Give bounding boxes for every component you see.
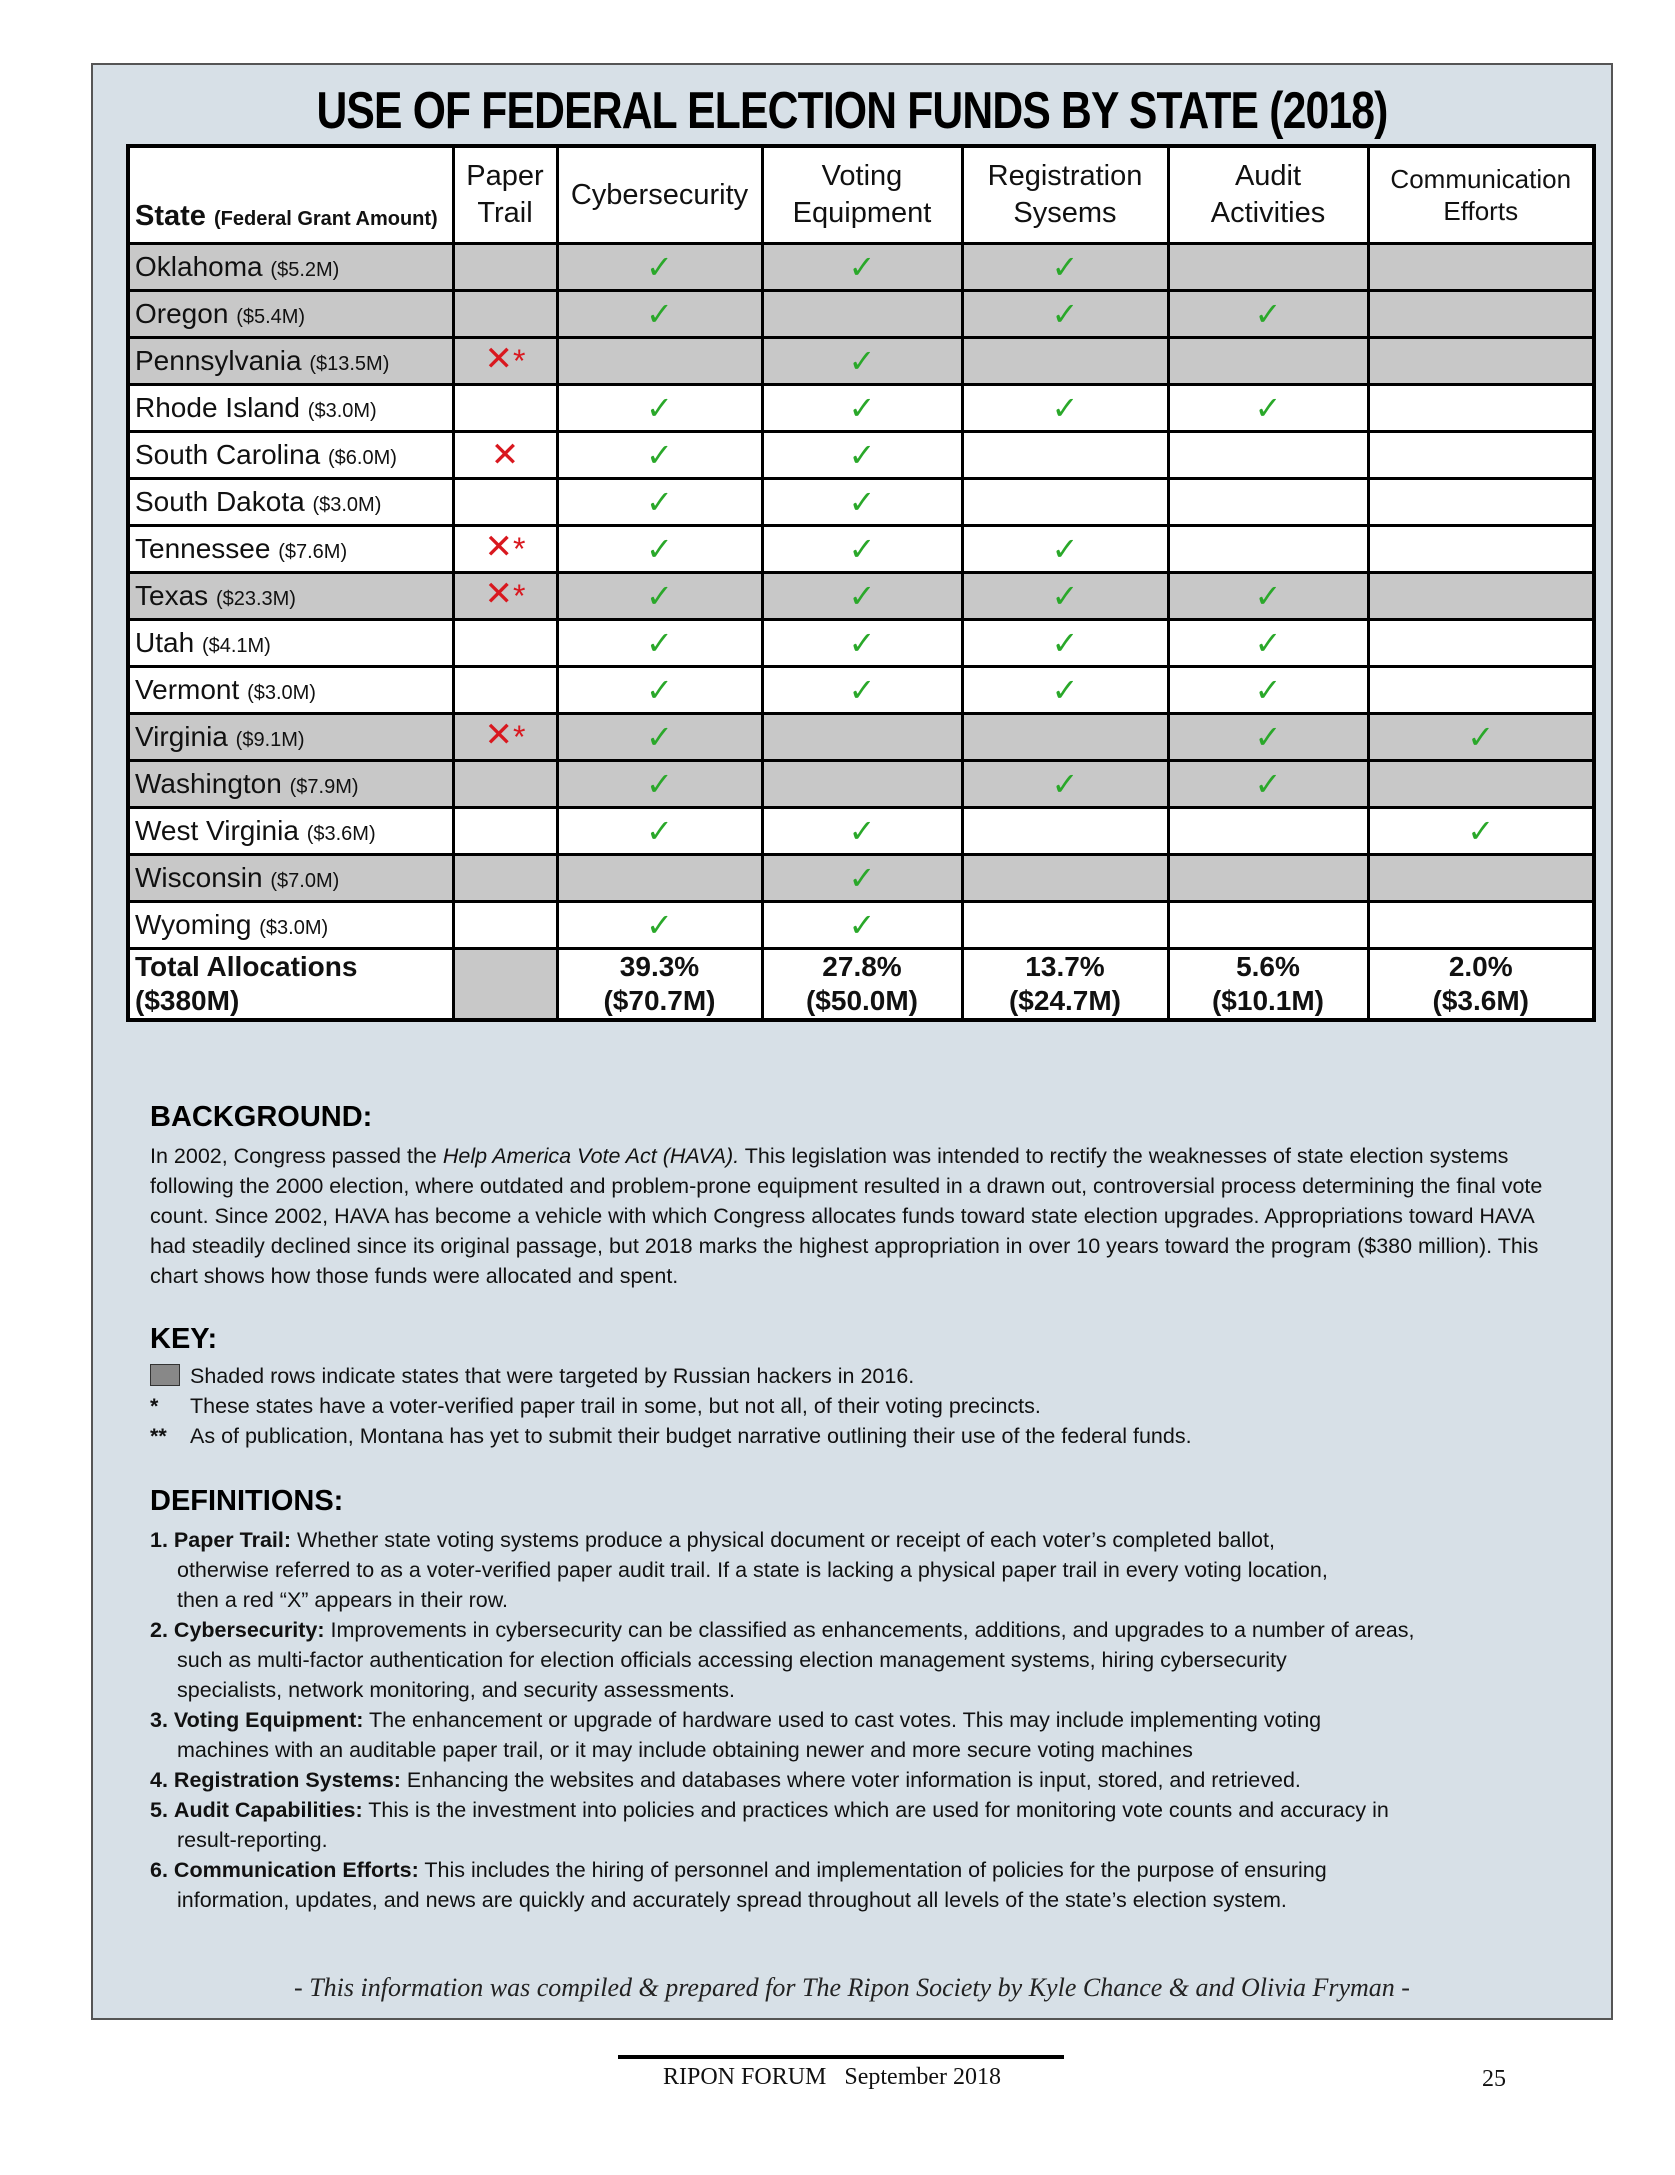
audit-cell <box>1168 902 1368 949</box>
red-x-icon: ✕ <box>490 435 520 475</box>
total-row <box>128 949 1594 1021</box>
checkmark-icon: ✓ <box>646 718 673 756</box>
voting-cell <box>762 761 962 808</box>
cyber-cell <box>557 291 762 338</box>
background-heading: BACKGROUND: <box>150 1101 373 1133</box>
key-star-text: These states have a voter-verified paper trail in some, but not all, of their voting precincts. <box>190 1394 1041 1418</box>
registration-cell <box>962 714 1168 761</box>
checkmark-icon: ✓ <box>848 483 876 521</box>
state-cell <box>128 714 453 761</box>
checkmark-icon: ✓ <box>848 624 876 662</box>
checkmark-icon: ✓ <box>848 906 876 944</box>
registration-cell <box>962 385 1168 432</box>
communication-cell <box>1368 573 1594 620</box>
checkmark-icon: ✓ <box>646 577 673 615</box>
total-communication-cell <box>1368 949 1594 1021</box>
red-x-icon: ✕ <box>484 714 514 755</box>
communication-cell <box>1368 620 1594 667</box>
table-row <box>128 573 1594 620</box>
definition-term: Communication Efforts: <box>173 1858 419 1882</box>
paper-trail-cell <box>453 338 557 385</box>
checkmark-icon: ✓ <box>848 530 876 568</box>
paper-trail-cell <box>453 761 557 808</box>
communication-cell <box>1368 291 1594 338</box>
state-cell <box>128 902 453 949</box>
red-x-icon: ✕ <box>484 526 514 567</box>
definition-number: 4. <box>150 1768 168 1792</box>
table-row <box>128 291 1594 338</box>
header-audit-l2: Activities <box>1210 197 1326 229</box>
state-amount: ($5.4M) <box>236 306 306 328</box>
checkmark-icon: ✓ <box>848 248 876 286</box>
voting-cell <box>762 714 962 761</box>
state-name: Utah <box>135 627 195 658</box>
total-audit-amt: ($10.1M) <box>1211 985 1325 1016</box>
paper-trail-cell <box>453 573 557 620</box>
state-cell <box>128 244 453 291</box>
footer-issue: September 2018 <box>844 2064 1002 2090</box>
total-communication-pct: 2.0% <box>1448 951 1513 982</box>
voting-cell <box>762 432 962 479</box>
checkmark-icon: ✓ <box>646 436 673 474</box>
definition-term: Cybersecurity: <box>173 1618 325 1642</box>
checkmark-icon: ✓ <box>1051 530 1079 568</box>
state-cell <box>128 808 453 855</box>
audit-cell <box>1168 432 1368 479</box>
checkmark-icon: ✓ <box>1051 248 1079 286</box>
communication-cell <box>1368 479 1594 526</box>
background-paragraph <box>150 1141 1560 1291</box>
total-audit-pct: 5.6% <box>1236 951 1300 982</box>
definition-continuation: machines with an auditable paper trail, or it may include obtaining newer and more secure voting machines <box>177 1738 1193 1762</box>
checkmark-icon: ✓ <box>646 671 673 709</box>
communication-cell <box>1368 714 1594 761</box>
voting-cell <box>762 526 962 573</box>
table-header-row <box>128 146 1594 244</box>
paper-trail-cell <box>453 620 557 667</box>
definitions-list <box>150 1525 1570 1915</box>
total-voting-cell <box>762 949 962 1021</box>
header-state-sub: (Federal Grant Amount) <box>213 208 438 230</box>
state-cell <box>128 761 453 808</box>
checkmark-icon: ✓ <box>1051 671 1079 709</box>
header-communication <box>1368 146 1594 244</box>
audit-cell <box>1168 291 1368 338</box>
state-cell <box>128 573 453 620</box>
header-paper-trail-l2: Trail <box>477 197 533 229</box>
registration-cell <box>962 620 1168 667</box>
header-voting-l2: Equipment <box>792 197 932 229</box>
cyber-cell <box>557 479 762 526</box>
state-cell <box>128 667 453 714</box>
definition-text: This is the investment into policies and practices which are used for monitoring vote counts and accuracy in <box>362 1798 1389 1822</box>
state-name: South Carolina <box>135 439 321 470</box>
footer-publication <box>663 2064 1001 2091</box>
header-registration-l2: Sysems <box>1013 197 1117 229</box>
header-state <box>128 146 453 244</box>
registration-cell <box>962 432 1168 479</box>
checkmark-icon: ✓ <box>1254 624 1282 662</box>
state-name: Tennessee <box>135 533 271 564</box>
checkmark-icon: ✓ <box>646 765 673 803</box>
definition-text: Improvements in cybersecurity can be classified as enhancements, additions, and upgrades to a number of areas, <box>324 1618 1415 1642</box>
state-name: West Virginia <box>135 815 299 846</box>
communication-cell <box>1368 667 1594 714</box>
voting-cell <box>762 385 962 432</box>
paper-trail-cell <box>453 385 557 432</box>
state-amount: ($3.0M) <box>259 917 329 939</box>
communication-cell <box>1368 761 1594 808</box>
checkmark-icon: ✓ <box>1254 671 1282 709</box>
checkmark-icon: ✓ <box>646 295 673 333</box>
voting-cell <box>762 902 962 949</box>
table-body <box>128 244 1594 949</box>
total-label: Total Allocations <box>135 951 358 982</box>
checkmark-icon: ✓ <box>646 530 673 568</box>
audit-cell <box>1168 244 1368 291</box>
footer-publication-name: RIPON FORUM <box>663 2064 827 2090</box>
audit-cell <box>1168 620 1368 667</box>
total-cyber-amt: ($70.7M) <box>603 985 716 1016</box>
voting-cell <box>762 620 962 667</box>
checkmark-icon: ✓ <box>1254 389 1282 427</box>
audit-cell <box>1168 855 1368 902</box>
definition-text: The enhancement or upgrade of hardware used to cast votes. This may include implementing voting <box>363 1708 1322 1732</box>
checkmark-icon: ✓ <box>646 483 673 521</box>
audit-cell <box>1168 808 1368 855</box>
definition-continuation: specialists, network monitoring, and security assessments. <box>177 1678 736 1702</box>
asterisk-mark: * <box>513 342 526 379</box>
definition-continuation: then a red “X” appears in their row. <box>177 1588 509 1612</box>
content-panel <box>91 63 1613 2020</box>
red-x-icon: ✕ <box>484 338 514 379</box>
checkmark-icon: ✓ <box>1051 765 1079 803</box>
cyber-cell <box>557 667 762 714</box>
voting-cell <box>762 667 962 714</box>
total-voting-amt: ($50.0M) <box>805 985 919 1016</box>
state-name: Vermont <box>135 674 240 705</box>
table-row <box>128 620 1594 667</box>
definition-item <box>150 1855 1570 1915</box>
state-cell <box>128 291 453 338</box>
cyber-cell <box>557 902 762 949</box>
state-name: South Dakota <box>135 486 305 517</box>
definition-continuation: such as multi-factor authentication for election officials accessing election management systems, hiring cybersecurity <box>177 1648 1287 1672</box>
checkmark-icon: ✓ <box>848 859 876 897</box>
voting-cell <box>762 808 962 855</box>
state-amount: ($7.0M) <box>270 870 340 892</box>
total-audit-cell <box>1168 949 1368 1021</box>
definition-number: 1. <box>150 1528 168 1552</box>
checkmark-icon: ✓ <box>1467 812 1495 850</box>
registration-cell <box>962 291 1168 338</box>
audit-cell <box>1168 385 1368 432</box>
definitions-heading: DEFINITIONS: <box>150 1485 344 1517</box>
communication-cell <box>1368 902 1594 949</box>
state-amount: ($3.0M) <box>247 682 316 704</box>
state-name: Wisconsin <box>135 862 263 893</box>
credit-line: - This information was compiled & prepared for The Ripon Society by Kyle Chance & and Olivia Fryman - <box>294 1973 1410 2002</box>
registration-cell <box>962 855 1168 902</box>
header-state-label: State <box>135 200 206 232</box>
checkmark-icon: ✓ <box>646 248 673 286</box>
state-cell <box>128 479 453 526</box>
state-amount: ($23.3M) <box>215 588 296 610</box>
state-amount: ($9.1M) <box>235 729 305 751</box>
page-title: USE OF FEDERAL ELECTION FUNDS BY STATE (2018) <box>316 82 1388 140</box>
table-row <box>128 244 1594 291</box>
definition-item <box>150 1795 1570 1855</box>
state-amount: ($3.6M) <box>306 823 376 845</box>
total-cyber-pct: 39.3% <box>619 951 700 982</box>
audit-cell <box>1168 479 1368 526</box>
registration-cell <box>962 244 1168 291</box>
paper-trail-cell <box>453 291 557 338</box>
checkmark-icon: ✓ <box>848 436 876 474</box>
header-paper-trail-l1: Paper <box>466 160 544 192</box>
checkmark-icon: ✓ <box>1254 718 1282 756</box>
checkmark-icon: ✓ <box>848 671 876 709</box>
cyber-cell <box>557 573 762 620</box>
header-audit <box>1168 146 1368 244</box>
voting-cell <box>762 338 962 385</box>
definition-term: Registration Systems: <box>173 1768 401 1792</box>
state-cell <box>128 526 453 573</box>
background-text-before: In 2002, Congress passed the <box>150 1144 443 1168</box>
total-paper-cell <box>453 949 557 1021</box>
audit-cell <box>1168 761 1368 808</box>
state-cell <box>128 385 453 432</box>
checkmark-icon: ✓ <box>646 389 673 427</box>
state-amount: ($6.0M) <box>328 447 397 469</box>
checkmark-icon: ✓ <box>1051 389 1079 427</box>
communication-cell <box>1368 526 1594 573</box>
paper-trail-cell <box>453 432 557 479</box>
cyber-cell <box>557 855 762 902</box>
key-double-star-symbol: ** <box>150 1424 167 1448</box>
checkmark-icon: ✓ <box>1254 577 1282 615</box>
cyber-cell <box>557 808 762 855</box>
paper-trail-cell <box>453 667 557 714</box>
state-name: Oklahoma <box>135 251 263 282</box>
total-label-amount: ($380M) <box>135 985 240 1016</box>
total-registration-cell <box>962 949 1168 1021</box>
checkmark-icon: ✓ <box>646 906 673 944</box>
definition-continuation: result-reporting. <box>177 1828 328 1852</box>
state-amount: ($3.0M) <box>307 400 377 422</box>
definition-text: This includes the hiring of personnel and implementation of policies for the purpose of ensuring <box>418 1858 1327 1882</box>
definition-term: Paper Trail: <box>173 1528 292 1552</box>
paper-trail-cell <box>453 526 557 573</box>
definition-number: 2. <box>150 1618 168 1642</box>
checkmark-icon: ✓ <box>646 812 673 850</box>
paper-trail-cell <box>453 244 557 291</box>
key-heading: KEY: <box>150 1323 218 1355</box>
paper-trail-cell <box>453 855 557 902</box>
registration-cell <box>962 573 1168 620</box>
cyber-cell <box>557 244 762 291</box>
asterisk-mark: * <box>513 577 526 614</box>
table-row <box>128 714 1594 761</box>
table-row <box>128 902 1594 949</box>
checkmark-icon: ✓ <box>1051 295 1079 333</box>
communication-cell <box>1368 432 1594 479</box>
state-name: Oregon <box>135 298 229 329</box>
paper-trail-cell <box>453 479 557 526</box>
key-star-symbol: * <box>150 1394 159 1418</box>
checkmark-icon: ✓ <box>848 577 876 615</box>
registration-cell <box>962 338 1168 385</box>
cyber-cell <box>557 620 762 667</box>
definition-number: 5. <box>150 1798 168 1822</box>
voting-cell <box>762 573 962 620</box>
state-name: Rhode Island <box>135 392 301 423</box>
cyber-cell <box>557 338 762 385</box>
table-row <box>128 808 1594 855</box>
registration-cell <box>962 808 1168 855</box>
audit-cell <box>1168 573 1368 620</box>
definition-number: 3. <box>150 1708 168 1732</box>
table-row <box>128 667 1594 714</box>
footer-rule <box>618 2055 1064 2059</box>
cyber-cell <box>557 761 762 808</box>
definition-text: Whether state voting systems produce a physical document or receipt of each voter’s completed ballot, <box>291 1528 1275 1552</box>
communication-cell <box>1368 808 1594 855</box>
voting-cell <box>762 291 962 338</box>
registration-cell <box>962 667 1168 714</box>
total-cyber-cell <box>557 949 762 1021</box>
checkmark-icon: ✓ <box>848 389 876 427</box>
checkmark-icon: ✓ <box>1051 577 1079 615</box>
state-name: Texas <box>135 580 209 611</box>
shaded-swatch-icon <box>150 1364 180 1386</box>
total-registration-amt: ($24.7M) <box>1008 985 1122 1016</box>
audit-cell <box>1168 338 1368 385</box>
total-voting-pct: 27.8% <box>822 951 902 982</box>
funds-table <box>126 144 1596 1022</box>
checkmark-icon: ✓ <box>1254 765 1282 803</box>
header-communication-l1: Communication <box>1390 164 1572 194</box>
audit-cell <box>1168 667 1368 714</box>
state-name: Wyoming <box>135 909 252 940</box>
key-star <box>150 1391 1041 1421</box>
state-amount: ($7.6M) <box>278 541 348 563</box>
header-voting-l1: Voting <box>821 160 903 192</box>
state-amount: ($7.9M) <box>289 776 359 798</box>
definition-continuation: otherwise referred to as a voter-verified paper audit trail. If a state is lacking a physical paper trail in every voting location, <box>177 1558 1328 1582</box>
state-cell <box>128 432 453 479</box>
page-number: 25 <box>1482 2066 1506 2092</box>
table-row <box>128 526 1594 573</box>
voting-cell <box>762 244 962 291</box>
header-registration <box>962 146 1168 244</box>
registration-cell <box>962 761 1168 808</box>
asterisk-mark: * <box>513 718 526 755</box>
definition-item <box>150 1615 1570 1705</box>
key-double-star-text: As of publication, Montana has yet to submit their budget narrative outlining their use of the federal funds. <box>190 1424 1192 1448</box>
state-name: Pennsylvania <box>135 345 302 376</box>
audit-cell <box>1168 714 1368 761</box>
definition-number: 6. <box>150 1858 168 1882</box>
state-amount: ($4.1M) <box>201 635 271 657</box>
header-registration-l1: Registration <box>987 160 1143 192</box>
definition-item <box>150 1525 1570 1615</box>
table-row <box>128 479 1594 526</box>
definition-continuation: information, updates, and news are quickly and accurately spread throughout all levels of the state’s election system. <box>177 1888 1287 1912</box>
checkmark-icon: ✓ <box>1254 295 1282 333</box>
checkmark-icon: ✓ <box>646 624 673 662</box>
state-cell <box>128 338 453 385</box>
paper-trail-cell <box>453 808 557 855</box>
state-amount: ($13.5M) <box>309 353 390 375</box>
state-name: Washington <box>135 768 282 799</box>
table-row <box>128 761 1594 808</box>
checkmark-icon: ✓ <box>1051 624 1079 662</box>
registration-cell <box>962 902 1168 949</box>
table-row <box>128 432 1594 479</box>
header-communication-l2: Efforts <box>1443 196 1519 226</box>
state-cell <box>128 620 453 667</box>
communication-cell <box>1368 855 1594 902</box>
table-row <box>128 338 1594 385</box>
state-amount: ($5.2M) <box>270 259 340 281</box>
key-shaded-text: Shaded rows indicate states that were targeted by Russian hackers in 2016. <box>190 1364 915 1388</box>
cyber-cell <box>557 432 762 479</box>
header-voting-equipment <box>762 146 962 244</box>
voting-cell <box>762 479 962 526</box>
definition-term: Audit Capabilities: <box>173 1798 363 1822</box>
audit-cell <box>1168 526 1368 573</box>
definition-item <box>150 1765 1570 1795</box>
total-registration-pct: 13.7% <box>1025 951 1105 982</box>
key-shaded <box>150 1361 914 1391</box>
paper-trail-cell <box>453 714 557 761</box>
communication-cell <box>1368 385 1594 432</box>
table-row <box>128 855 1594 902</box>
cyber-cell <box>557 526 762 573</box>
checkmark-icon: ✓ <box>848 342 876 380</box>
paper-trail-cell <box>453 902 557 949</box>
communication-cell <box>1368 338 1594 385</box>
total-label-cell <box>128 949 453 1021</box>
header-paper-trail <box>453 146 557 244</box>
table-row <box>128 385 1594 432</box>
communication-cell <box>1368 244 1594 291</box>
voting-cell <box>762 855 962 902</box>
state-name: Virginia <box>135 721 228 752</box>
registration-cell <box>962 479 1168 526</box>
background-text-italic: Help America Vote Act (HAVA). <box>442 1144 740 1168</box>
checkmark-icon: ✓ <box>1467 718 1495 756</box>
definition-text: Enhancing the websites and databases where voter information is input, stored, and retrieved. <box>400 1768 1301 1792</box>
asterisk-mark: * <box>513 530 526 567</box>
key-double-star <box>150 1421 1192 1451</box>
definition-term: Voting Equipment: <box>173 1708 364 1732</box>
total-communication-amt: ($3.6M) <box>1432 985 1529 1016</box>
registration-cell <box>962 526 1168 573</box>
red-x-icon: ✕ <box>484 573 514 614</box>
state-amount: ($3.0M) <box>312 494 382 516</box>
cyber-cell <box>557 385 762 432</box>
header-cybersecurity: Cybersecurity <box>557 146 762 244</box>
background-text-after: This legislation was intended to rectify the weaknesses of state election systems following the 2000 election, where outdated and problem-prone equipment resulted in a drawn out, controversial process determining the final vote count. Since 2002, HAVA has become a vehicle with which Congress allocates funds toward state election upgrades. Appropriations toward HAVA had steadily declined since its original passage, but 2018 marks the highest appropriation in over 10 years toward the program ($380 million). This chart shows how those funds were allocated and spent. <box>150 1144 1543 1288</box>
definition-item <box>150 1705 1570 1765</box>
cyber-cell <box>557 714 762 761</box>
header-audit-l1: Audit <box>1234 160 1302 192</box>
state-cell <box>128 855 453 902</box>
checkmark-icon: ✓ <box>848 812 876 850</box>
